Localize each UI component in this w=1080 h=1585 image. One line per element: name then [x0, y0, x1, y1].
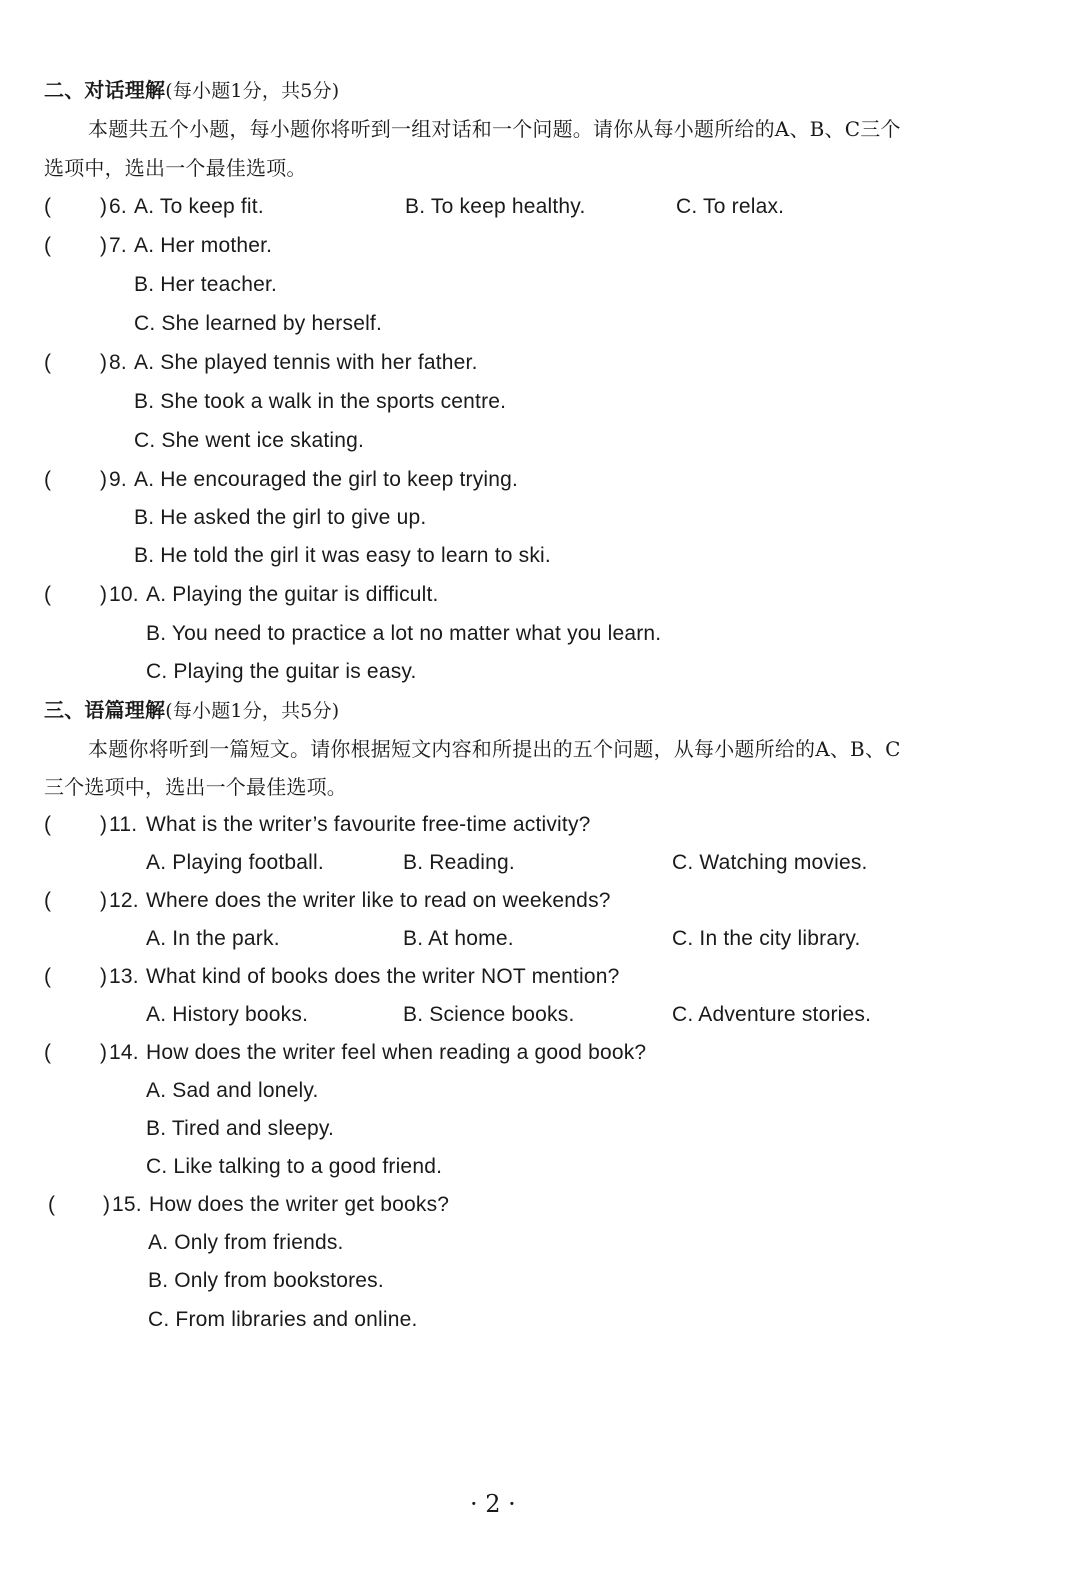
option-a: A. To keep fit.: [134, 195, 264, 218]
answer-bracket-close: ): [100, 468, 107, 491]
section-3-title: [44, 696, 339, 725]
section-3-heading: 三、语篇理解: [44, 698, 166, 722]
answer-bracket-open: (: [44, 583, 51, 606]
option-c: C. Playing the guitar is easy.: [146, 660, 417, 683]
answer-bracket-open: (: [48, 1193, 55, 1216]
question-number: 12.: [109, 889, 139, 912]
question-number: 8.: [109, 351, 127, 374]
question-number: 14.: [109, 1041, 139, 1064]
question-number: 15.: [112, 1193, 142, 1216]
answer-bracket-close: ): [100, 965, 107, 988]
answer-bracket-open: (: [44, 889, 51, 912]
option-c: B. He told the girl it was easy to learn to ski.: [134, 544, 551, 567]
answer-bracket-close: ): [100, 234, 107, 257]
section-2-note: (每小题1分，共5分): [165, 80, 340, 102]
option-b: B. Science books.: [403, 1003, 575, 1026]
option-a: A. Only from friends.: [148, 1231, 344, 1254]
answer-bracket-open: (: [44, 813, 51, 836]
answer-bracket-close: ): [100, 889, 107, 912]
section-2-heading: 二、对话理解: [44, 78, 166, 102]
answer-bracket-close: ): [100, 813, 107, 836]
question-number: 9.: [109, 468, 127, 491]
option-b: B. You need to practice a lot no matter what you learn.: [146, 622, 662, 645]
option-b: B. To keep healthy.: [405, 195, 586, 218]
question-text: What is the writer’s favourite free-time activity?: [146, 813, 591, 836]
option-a: A. Her mother.: [134, 234, 273, 257]
answer-bracket-open: (: [44, 965, 51, 988]
question-number: 6.: [109, 195, 127, 218]
option-b: B. Only from bookstores.: [148, 1269, 384, 1292]
option-b: B. She took a walk in the sports centre.: [134, 390, 507, 413]
option-c: C. Adventure stories.: [672, 1003, 872, 1026]
option-a: A. History books.: [146, 1003, 309, 1026]
option-b: B. Her teacher.: [134, 273, 278, 296]
question-text: What kind of books does the writer NOT mention?: [146, 965, 620, 988]
question-number: 7.: [109, 234, 127, 257]
question-text: Where does the writer like to read on weekends?: [146, 889, 611, 912]
option-b: B. Reading.: [403, 851, 515, 874]
answer-bracket-close: ): [100, 351, 107, 374]
option-a: A. She played tennis with her father.: [134, 351, 478, 374]
answer-bracket-close: ): [100, 583, 107, 606]
answer-bracket-close: ): [103, 1193, 110, 1216]
question-number: 13.: [109, 965, 139, 988]
answer-bracket-open: (: [44, 234, 51, 257]
answer-bracket-open: (: [44, 195, 51, 218]
option-c: C. She went ice skating.: [134, 429, 365, 452]
answer-bracket-open: (: [44, 1041, 51, 1064]
answer-bracket-close: ): [100, 195, 107, 218]
option-c: C. Watching movies.: [672, 851, 868, 874]
page-number: · 2 ·: [470, 1490, 516, 1518]
option-c: C. From libraries and online.: [148, 1308, 418, 1331]
option-a: A. In the park.: [146, 927, 280, 950]
option-c: C. Like talking to a good friend.: [146, 1155, 443, 1178]
answer-bracket-open: (: [44, 468, 51, 491]
option-a: A. Playing football.: [146, 851, 324, 874]
option-a: A. Playing the guitar is difficult.: [146, 583, 439, 606]
option-a: A. He encouraged the girl to keep trying.: [134, 468, 519, 491]
option-b: B. He asked the girl to give up.: [134, 506, 427, 529]
question-number: 11.: [109, 813, 138, 836]
question-text: How does the writer get books?: [149, 1193, 450, 1216]
question-number: 10.: [109, 583, 139, 606]
answer-bracket-open: (: [44, 351, 51, 374]
section-3-note: (每小题1分，共5分): [165, 700, 340, 722]
section-2-title: [44, 76, 339, 105]
section-3-intro-line-1: 本题你将听到一篇短文。请你根据短文内容和所提出的五个问题，从每小题所给的A、B、C: [88, 737, 901, 761]
option-c: C. To relax.: [676, 195, 785, 218]
section-2-intro-line-1: 本题共五个小题，每小题你将听到一组对话和一个问题。请你从每小题所给的A、B、C三个: [88, 117, 901, 141]
option-b: B. Tired and sleepy.: [146, 1117, 335, 1140]
section-3-intro-line-2: 三个选项中，选出一个最佳选项。: [44, 775, 347, 799]
section-2-intro-line-2: 选项中，选出一个最佳选项。: [44, 156, 307, 180]
question-text: How does the writer feel when reading a good book?: [146, 1041, 647, 1064]
answer-bracket-close: ): [100, 1041, 107, 1064]
option-b: B. At home.: [403, 927, 514, 950]
option-c: C. In the city library.: [672, 927, 861, 950]
option-c: C. She learned by herself.: [134, 312, 383, 335]
option-a: A. Sad and lonely.: [146, 1079, 319, 1102]
